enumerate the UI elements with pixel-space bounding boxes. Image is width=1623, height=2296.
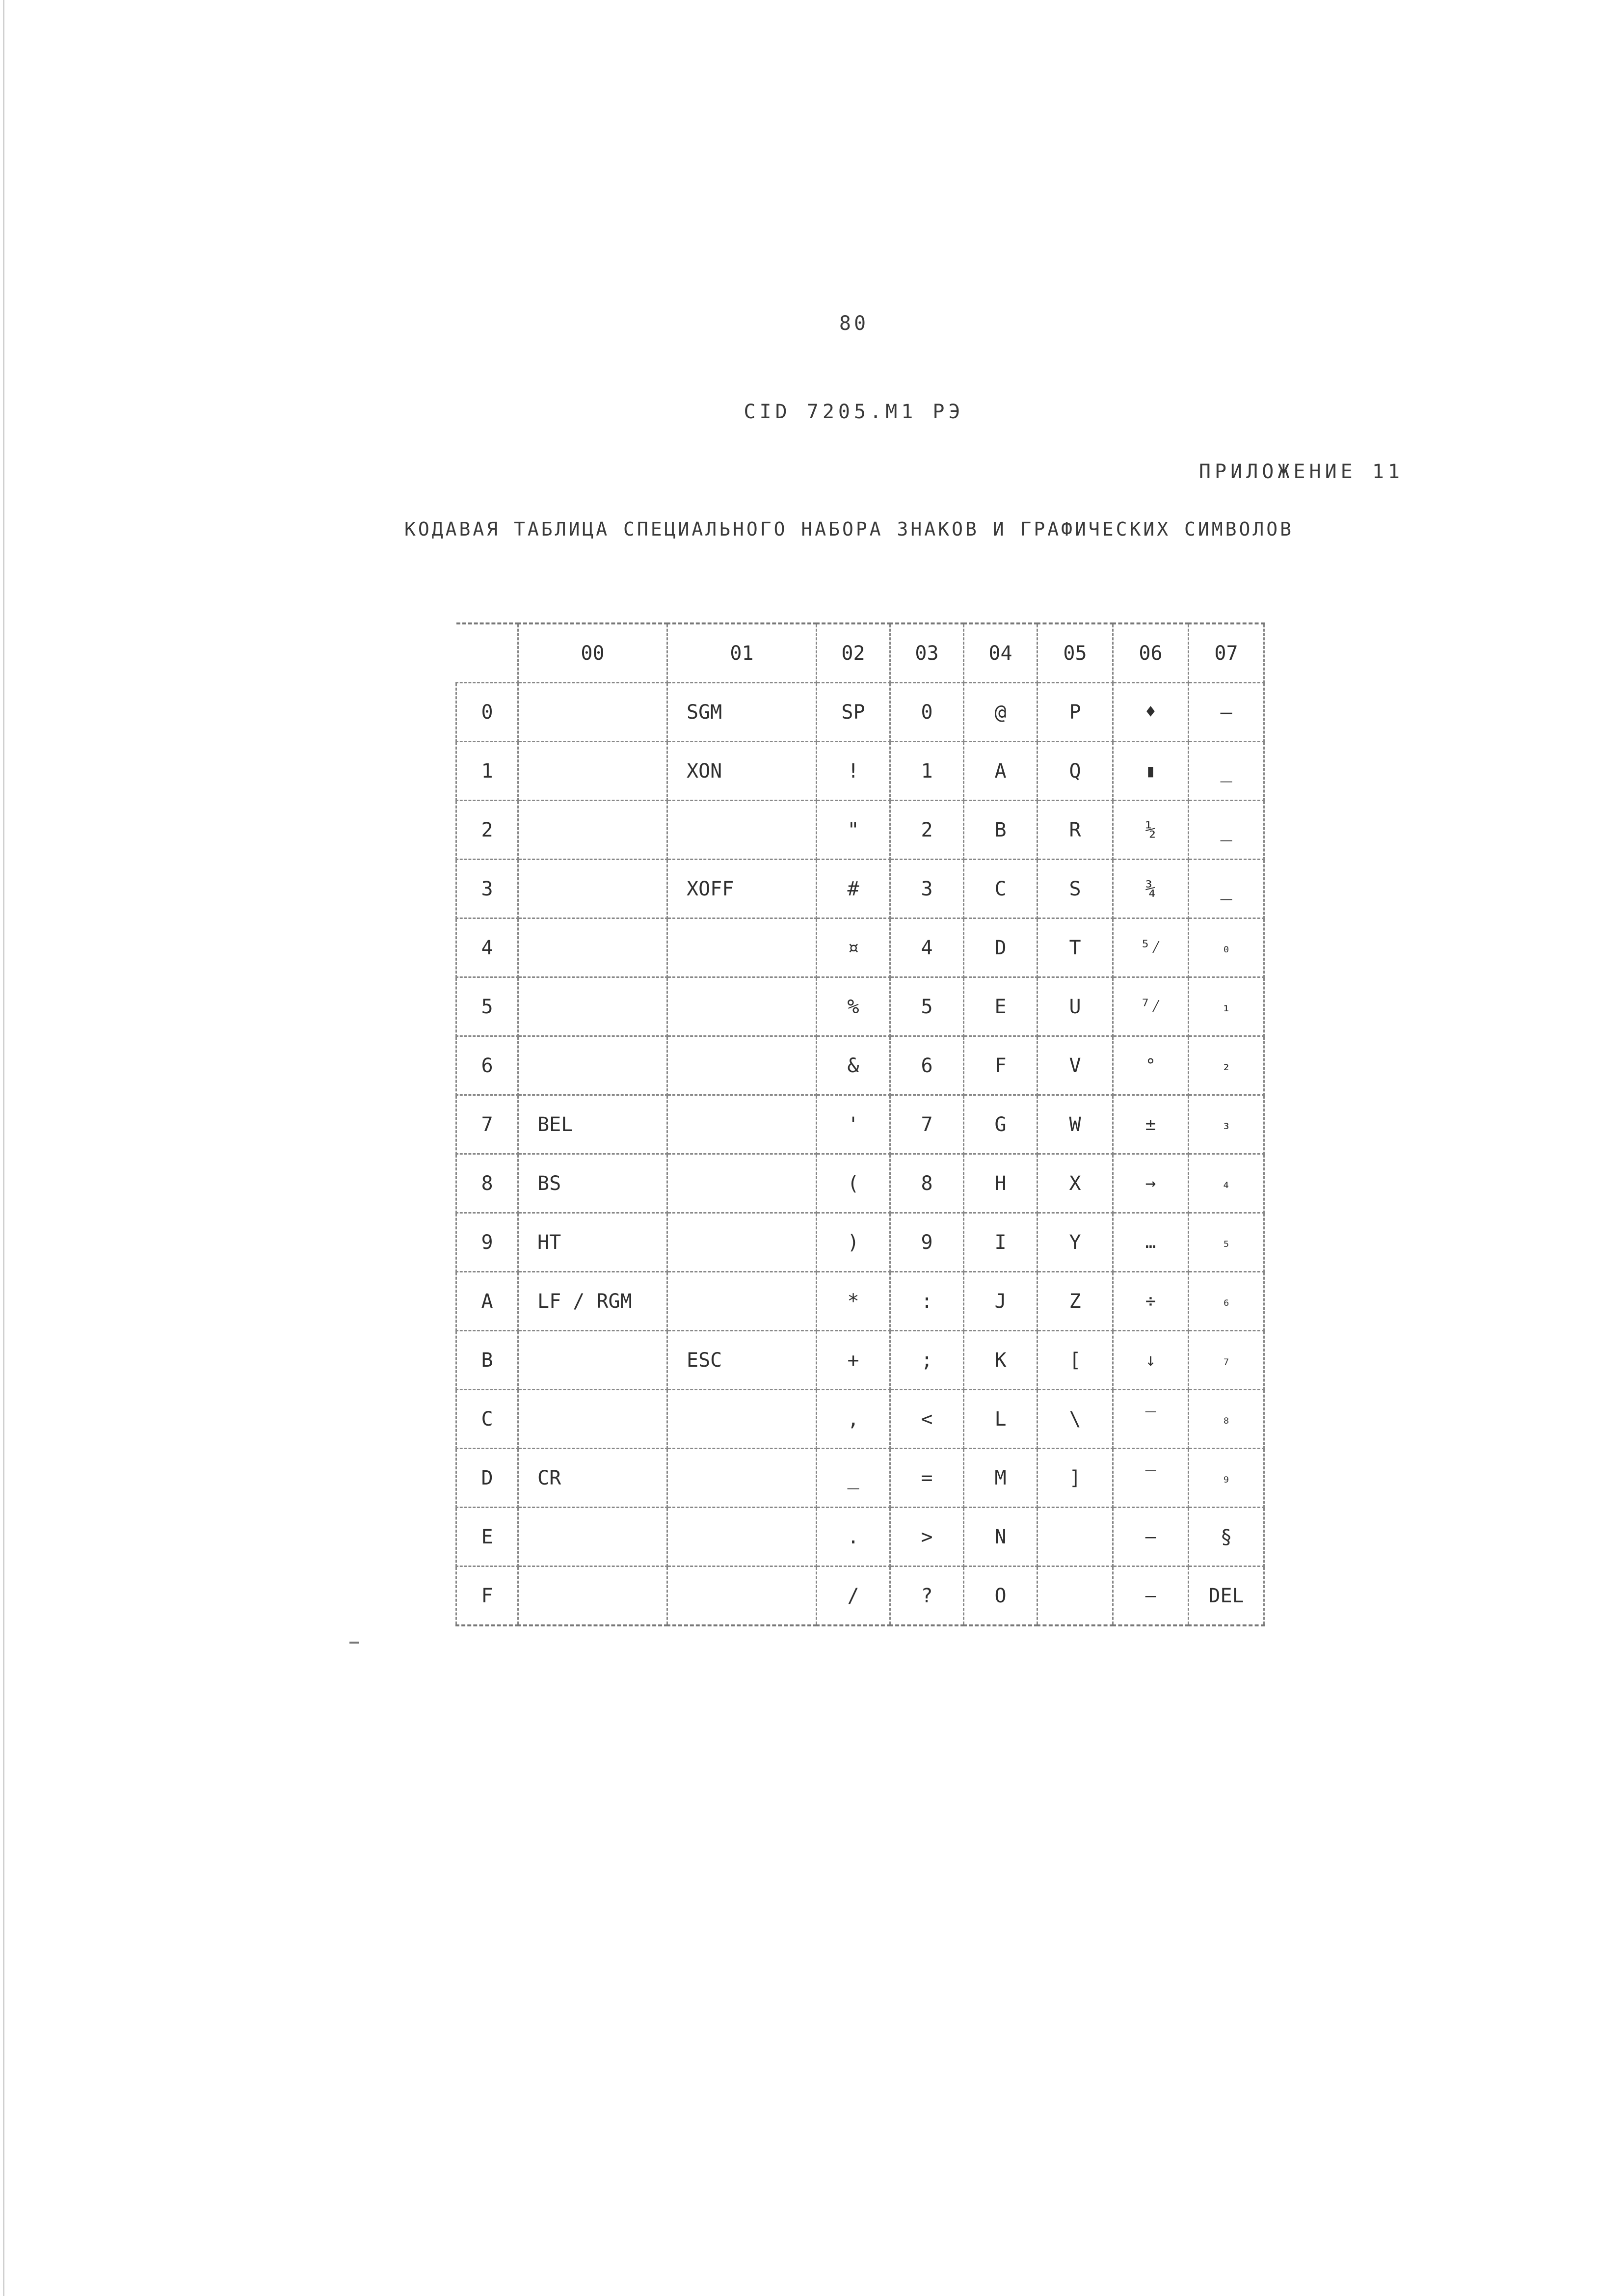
table-row (456, 1567, 1264, 1626)
code-cell-col-06: ± (1113, 1095, 1189, 1154)
code-cell-col-06: … (1113, 1213, 1189, 1272)
table-row (456, 1213, 1264, 1272)
code-cell-col-04: L (964, 1390, 1038, 1449)
page-number: 80 (839, 312, 869, 335)
code-cell-col-05 (1038, 1508, 1113, 1567)
row-code-cell: 3 (456, 860, 518, 918)
code-cell-col-04: E (964, 977, 1038, 1036)
table-row (456, 1390, 1264, 1449)
table-row (456, 1154, 1264, 1213)
code-cell-col-05 (1038, 1567, 1113, 1626)
row-code-cell: D (456, 1449, 518, 1508)
row-code-cell: 2 (456, 801, 518, 860)
code-cell-col-01 (667, 1095, 817, 1154)
code-cell-col-06: ‾ (1113, 1390, 1189, 1449)
column-header: 04 (964, 623, 1038, 683)
code-cell-col-01 (667, 801, 817, 860)
code-cell-col-00: BS (518, 1154, 667, 1213)
code-cell-col-06: ♦ (1113, 683, 1189, 742)
table-title: КОДАВАЯ ТАБЛИЦА СПЕЦИАЛЬНОГО НАБОРА ЗНАКОВ И ГРАФИЧЕСКИХ СИМВОЛОВ (404, 518, 1294, 540)
code-cell-col-01 (667, 1508, 817, 1567)
code-cell-col-01 (667, 1272, 817, 1331)
code-cell-col-03: 2 (890, 801, 964, 860)
code-cell-col-03: 6 (890, 1036, 964, 1095)
code-cell-col-03: 4 (890, 918, 964, 977)
column-header: 06 (1113, 623, 1189, 683)
code-cell-col-05: W (1038, 1095, 1113, 1154)
code-cell-col-02: # (817, 860, 890, 918)
code-cell-col-00 (518, 683, 667, 742)
code-cell-col-04: J (964, 1272, 1038, 1331)
code-cell-col-02: ! (817, 742, 890, 801)
code-cell-col-07: _ (1189, 742, 1264, 801)
code-cell-col-05: \ (1038, 1390, 1113, 1449)
code-cell-col-05: [ (1038, 1331, 1113, 1390)
code-cell-col-02: ( (817, 1154, 890, 1213)
table-row (456, 1508, 1264, 1567)
code-cell-col-00 (518, 742, 667, 801)
code-cell-col-00 (518, 860, 667, 918)
code-cell-col-00: CR (518, 1449, 667, 1508)
code-cell-col-05: S (1038, 860, 1113, 918)
code-cell-col-04: K (964, 1331, 1038, 1390)
code-cell-col-05: R (1038, 801, 1113, 860)
code-cell-col-02: ' (817, 1095, 890, 1154)
code-cell-col-04: A (964, 742, 1038, 801)
code-cell-col-04: H (964, 1154, 1038, 1213)
code-cell-col-02: & (817, 1036, 890, 1095)
row-code-cell: 0 (456, 683, 518, 742)
code-cell-col-02: * (817, 1272, 890, 1331)
code-cell-col-04: F (964, 1036, 1038, 1095)
code-cell-col-03: 5 (890, 977, 964, 1036)
code-cell-col-04: @ (964, 683, 1038, 742)
code-cell-col-03: 3 (890, 860, 964, 918)
table-body (456, 683, 1264, 1626)
row-code-cell: 8 (456, 1154, 518, 1213)
code-cell-col-00 (518, 1567, 667, 1626)
code-cell-col-05: Q (1038, 742, 1113, 801)
code-cell-col-03: 0 (890, 683, 964, 742)
code-cell-col-06: ½ (1113, 801, 1189, 860)
code-cell-col-03: : (890, 1272, 964, 1331)
code-cell-col-06: ¾ (1113, 860, 1189, 918)
code-cell-col-00 (518, 1508, 667, 1567)
code-cell-col-07: ₁ (1189, 977, 1264, 1036)
table-row (456, 1036, 1264, 1095)
corner-cell (456, 623, 518, 683)
code-cell-col-07: ₀ (1189, 918, 1264, 977)
code-cell-col-02: SP (817, 683, 890, 742)
code-cell-col-01 (667, 1390, 817, 1449)
code-cell-col-00 (518, 918, 667, 977)
code-cell-col-06: ° (1113, 1036, 1189, 1095)
table-row (456, 1449, 1264, 1508)
code-cell-col-00 (518, 1390, 667, 1449)
row-code-cell: F (456, 1567, 518, 1626)
row-code-cell: 6 (456, 1036, 518, 1095)
code-cell-col-00: BEL (518, 1095, 667, 1154)
code-cell-col-07: ₄ (1189, 1154, 1264, 1213)
column-header: 02 (817, 623, 890, 683)
code-cell-col-04: D (964, 918, 1038, 977)
document-code: CID 7205.M1 РЭ (744, 401, 964, 423)
code-cell-col-03: ; (890, 1331, 964, 1390)
table-row (456, 683, 1264, 742)
column-header: 01 (667, 623, 817, 683)
code-cell-col-03: 9 (890, 1213, 964, 1272)
code-cell-col-01: SGM (667, 683, 817, 742)
code-cell-col-00: LF / RGM (518, 1272, 667, 1331)
table-row (456, 1272, 1264, 1331)
table-row (456, 860, 1264, 918)
column-header: 03 (890, 623, 964, 683)
code-cell-col-02: % (817, 977, 890, 1036)
code-cell-col-02: _ (817, 1449, 890, 1508)
code-cell-col-00: HT (518, 1213, 667, 1272)
code-cell-col-07: ₉ (1189, 1449, 1264, 1508)
code-cell-col-05: X (1038, 1154, 1113, 1213)
code-cell-col-01 (667, 1449, 817, 1508)
code-cell-col-07: – (1189, 683, 1264, 742)
row-code-cell: A (456, 1272, 518, 1331)
appendix-label: ПРИЛОЖЕНИЕ 11 (1198, 460, 1404, 483)
column-header: 07 (1189, 623, 1264, 683)
code-cell-col-02: ¤ (817, 918, 890, 977)
row-code-cell: C (456, 1390, 518, 1449)
code-cell-col-03: > (890, 1508, 964, 1567)
stray-mark (349, 1642, 359, 1644)
code-cell-col-06: ⁵⁄ (1113, 918, 1189, 977)
code-cell-col-04: G (964, 1095, 1038, 1154)
code-cell-col-05: T (1038, 918, 1113, 977)
code-cell-col-07: ₂ (1189, 1036, 1264, 1095)
code-cell-col-06: → (1113, 1154, 1189, 1213)
code-cell-col-02: , (817, 1390, 890, 1449)
row-code-cell: 7 (456, 1095, 518, 1154)
code-cell-col-07: ₃ (1189, 1095, 1264, 1154)
code-cell-col-04: M (964, 1449, 1038, 1508)
code-cell-col-06: ÷ (1113, 1272, 1189, 1331)
header-row (456, 623, 1264, 683)
code-cell-col-07: _ (1189, 801, 1264, 860)
code-cell-col-01: ESC (667, 1331, 817, 1390)
code-cell-col-06: – (1113, 1508, 1189, 1567)
code-cell-col-05: P (1038, 683, 1113, 742)
table-row (456, 918, 1264, 977)
code-cell-col-05: Z (1038, 1272, 1113, 1331)
code-cell-col-03: ? (890, 1567, 964, 1626)
code-cell-col-01 (667, 1567, 817, 1626)
code-cell-col-04: B (964, 801, 1038, 860)
code-cell-col-04: N (964, 1508, 1038, 1567)
code-cell-col-04: I (964, 1213, 1038, 1272)
code-cell-col-03: = (890, 1449, 964, 1508)
code-cell-col-03: 7 (890, 1095, 964, 1154)
table-row (456, 977, 1264, 1036)
code-cell-col-03: < (890, 1390, 964, 1449)
code-table (455, 622, 1265, 1626)
code-cell-col-01 (667, 977, 817, 1036)
code-cell-col-06: ⁷⁄ (1113, 977, 1189, 1036)
code-cell-col-02: " (817, 801, 890, 860)
table-row (456, 1331, 1264, 1390)
row-code-cell: B (456, 1331, 518, 1390)
row-code-cell: 9 (456, 1213, 518, 1272)
row-code-cell: 5 (456, 977, 518, 1036)
code-cell-col-07: ₅ (1189, 1213, 1264, 1272)
code-cell-col-07: ₇ (1189, 1331, 1264, 1390)
code-cell-col-01 (667, 1154, 817, 1213)
code-cell-col-05: Y (1038, 1213, 1113, 1272)
code-cell-col-02: + (817, 1331, 890, 1390)
code-cell-col-01: XOFF (667, 860, 817, 918)
column-header: 05 (1038, 623, 1113, 683)
code-cell-col-06: – (1113, 1567, 1189, 1626)
code-cell-col-02: / (817, 1567, 890, 1626)
table-row (456, 801, 1264, 860)
column-header: 00 (518, 623, 667, 683)
row-code-cell: 4 (456, 918, 518, 977)
code-cell-col-05: V (1038, 1036, 1113, 1095)
code-cell-col-06: ↓ (1113, 1331, 1189, 1390)
scan-edge-line (3, 0, 4, 2296)
code-cell-col-07: DEL (1189, 1567, 1264, 1626)
code-cell-col-02: ) (817, 1213, 890, 1272)
code-cell-col-05: U (1038, 977, 1113, 1036)
code-cell-col-00 (518, 977, 667, 1036)
code-cell-col-07: _ (1189, 860, 1264, 918)
code-cell-col-07: § (1189, 1508, 1264, 1567)
code-cell-col-04: C (964, 860, 1038, 918)
table-row (456, 1095, 1264, 1154)
code-cell-col-01 (667, 1036, 817, 1095)
row-code-cell: E (456, 1508, 518, 1567)
code-cell-col-02: . (817, 1508, 890, 1567)
table-row (456, 742, 1264, 801)
code-cell-col-03: 8 (890, 1154, 964, 1213)
code-cell-col-01 (667, 918, 817, 977)
code-cell-col-03: 1 (890, 742, 964, 801)
code-cell-col-04: O (964, 1567, 1038, 1626)
code-cell-col-01 (667, 1213, 817, 1272)
code-cell-col-00 (518, 1036, 667, 1095)
code-cell-col-07: ₈ (1189, 1390, 1264, 1449)
code-cell-col-01: XON (667, 742, 817, 801)
code-cell-col-00 (518, 1331, 667, 1390)
code-cell-col-06: ▮ (1113, 742, 1189, 801)
code-cell-col-07: ₆ (1189, 1272, 1264, 1331)
code-cell-col-06: ‾ (1113, 1449, 1189, 1508)
code-cell-col-00 (518, 801, 667, 860)
code-cell-col-05: ] (1038, 1449, 1113, 1508)
row-code-cell: 1 (456, 742, 518, 801)
